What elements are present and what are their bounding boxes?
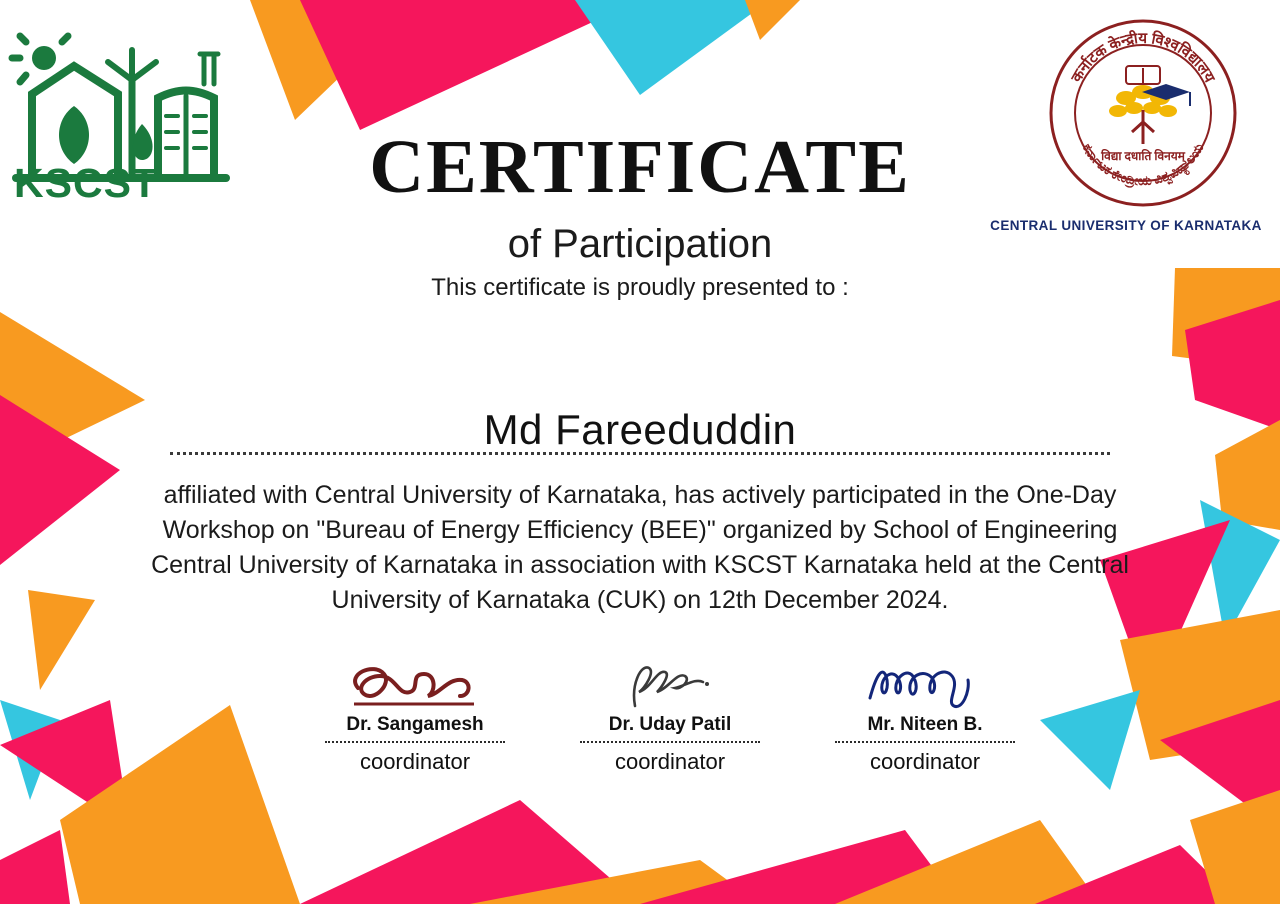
signature-underline-3 bbox=[835, 741, 1015, 743]
signature-block-1 bbox=[300, 656, 530, 775]
signature-underline-2 bbox=[580, 741, 760, 743]
signature-role-1: coordinator bbox=[359, 749, 471, 774]
svg-text:कर्नाटक केन्द्रीय विश्वविद्याल: कर्नाटक केन्द्रीय विश्वविद्यालय bbox=[1068, 30, 1218, 86]
certificate-subtitle: of Participation bbox=[507, 222, 773, 266]
svg-text:ಕರ್ನಾಟಕ ಕೇಂದ್ರೀಯ ವಿಶ್ವವಿದ್ಯಾಲಯ: ಕರ್ನಾಟಕ ಕೇಂದ್ರೀಯ ವಿಶ್ವವಿದ್ಯಾಲಯ bbox=[1079, 140, 1207, 189]
signature-mark-1-icon bbox=[300, 656, 530, 712]
signature-block-3 bbox=[810, 656, 1040, 775]
signature-role-2: coordinator bbox=[614, 749, 726, 774]
signature-block-2 bbox=[555, 656, 785, 775]
signature-mark-3-icon bbox=[810, 656, 1040, 712]
presented-to-line: This certificate is proudly presented to : bbox=[431, 274, 849, 301]
page-title: CERTIFICATE bbox=[369, 125, 911, 209]
svg-text:विद्या दधाति विनयम्: विद्या दधाति विनयम् bbox=[1101, 149, 1185, 163]
signature-name-2: Dr. Uday Patil bbox=[608, 714, 732, 735]
signature-role-3: coordinator bbox=[869, 749, 981, 774]
certificate-body-text: affiliated with Central University of Karnataka, has actively participated in the One-Day Workshop on "Bureau of Energy Efficiency (BEE)" organized by School of Engineering Central University of Karnataka in association with KSCST Karnataka held at the Central University of Karnataka (CUK) on 12th December 2024. bbox=[151, 481, 1129, 614]
signature-row bbox=[300, 656, 1040, 775]
recipient-name-block bbox=[170, 406, 1110, 454]
kscst-logo-label: KSCST bbox=[14, 160, 158, 206]
signature-mark-2-icon bbox=[555, 656, 785, 712]
signature-name-3: Mr. Niteen B. bbox=[867, 714, 983, 735]
signature-name-1: Dr. Sangamesh bbox=[346, 714, 484, 735]
cuk-emblem-caption: CENTRAL UNIVERSITY OF KARNATAKA bbox=[990, 218, 1262, 233]
signature-underline-1 bbox=[325, 741, 505, 743]
recipient-name: Md Fareeduddin bbox=[483, 406, 797, 453]
